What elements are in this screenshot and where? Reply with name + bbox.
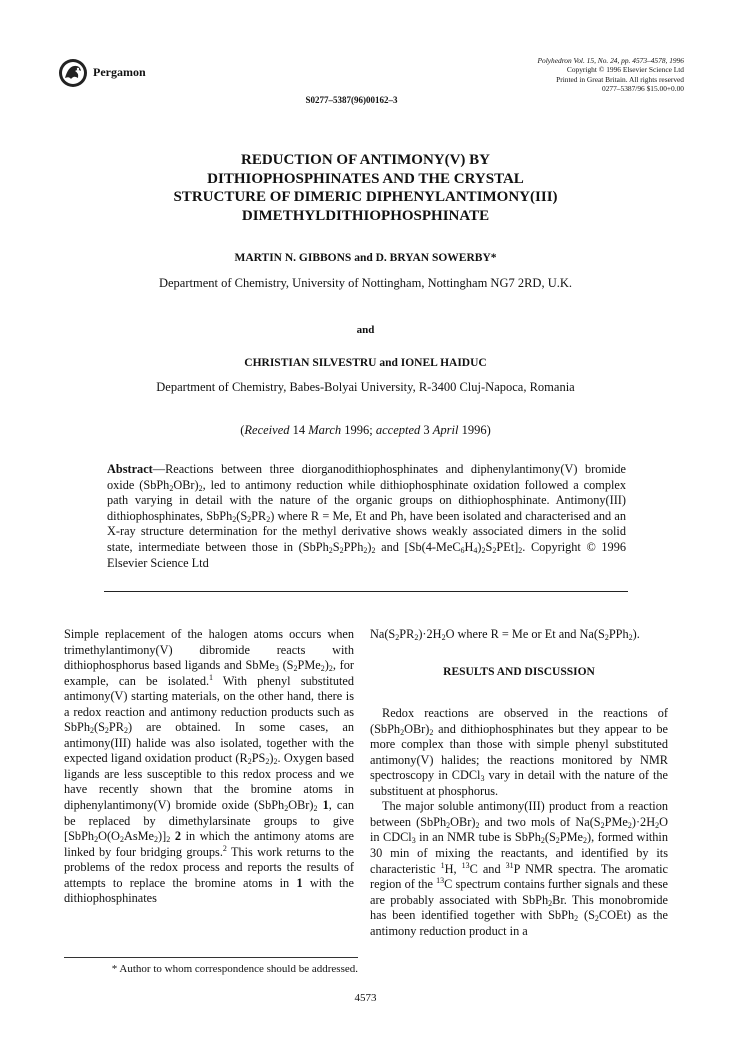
received-dates: (Received 14 March 1996; accepted 3 April 1996) [240,423,491,437]
title-line: REDUCTION OF ANTIMONY(V) BY [240,152,491,168]
and-separator: and [356,324,375,336]
paragraph: Redox reactions are observed in the reactions of $(SbPh_2OBr)_2$ and dithiophosphinates but they appear to be more complex than those with simple phenyl substituted antimony(V) halides; the reactions monitored by NMR spectroscopy in CDCl$_3$ vary in detail with the nature of the substituent at phosphorus. [370,706,668,798]
title-line: STRUCTURE OF DIMERIC DIPHENYLANTIMONY(III) [173,189,558,205]
pergamon-logo-icon [58,58,88,88]
paragraph: $Na(S_2PR_2)\cdot 2H_2O$ where R = Me or Et and $Na(S_2PPh_2)$. [370,627,640,642]
printed-line: Printed in Great Britain. All rights reserved [556,74,684,84]
affiliation-1: Department of Chemistry, University of Nottingham, Nottingham NG7 2RD, U.K. [158,276,573,290]
accepted-month: April [432,423,459,437]
paper-title [90,151,641,225]
accepted-year: 1996 [461,423,487,437]
issn-price: 0277–5387/96 $15.00+0.00 [602,83,684,93]
accepted-label: accepted [375,423,421,437]
footnote: * Author to whom correspondence should be addressed. [111,963,358,975]
received-month: March [308,423,342,437]
paragraph: The major soluble antimony(III) product from a reaction between $(SbPh_2OBr)_2$ and two mols of $Na(S_2PMe_2)\cdot 2H_2O$ in CDCl$_3$ in an NMR tube is $SbPh_2(S_2PMe_2)$, formed within 30 min of mixing the reactants, and identified by its characteristic $^1$H, $^{13}$C and $^{31}$P NMR spectra. The aromatic region of the $^{13}$C spectrum contains further signals and these are probably associated with SbPh$_2$Br. This monobromide has been identified together with SbPh$_2$ $(S_2COEt)$ as the antimony reduction product in a [370,799,669,938]
doi [0,95,731,105]
body-column-right [370,627,668,939]
journal-info [384,56,684,93]
received-date: 14 [292,423,306,437]
publisher-name: Pergamon [93,65,146,79]
received-label: Received [244,423,290,437]
journal-citation: Polyhedron Vol. 15, No. 24, pp. 4573–4578, 1996 [537,56,684,65]
abstract: Abstract—Reactions between three diorganodithiophosphinates and diphenylantimony(V) bromide oxide $(SbPh_2OBr)_2$, led to antimony reduction while dithiophosphinate oxidation followed a complex path varying in detail with the nature of the organic groups on dithiophosphinate. Antimony(III) dithiophosphinates, $SbPh_2(S_2PR_2)$ where R = Me, Et and Ph, have been isolated and characterised and an X-ray structure determination for the methyl derivative shows weakly associated dimers in the solid state, intermediate between those in $(SbPh_2S_2PPh_2)_2$ and $[Sb(4-MeC_6H_4)_2S_2PEt]_2$. Copyright © 1996 Elsevier Science Ltd [107,462,626,570]
title-line: DIMETHYLDITHIOPHOSPHINATE [241,207,490,224]
received-year: 1996; [344,423,373,437]
section-heading: RESULTS AND DISCUSSION [443,665,595,678]
doi-text: S0277–5387(96)00162–3 [305,95,398,105]
page-number: 4573 [354,992,377,1004]
abstract-label: Abstract [107,462,153,476]
accepted-date: 3 [423,423,430,437]
authors-group-2: CHRISTIAN SILVESTRU and IONEL HAIDUC [244,357,487,369]
body-column-left: Simple replacement of the halogen atoms occurs when trimethylantimony(V) dibromide reacts with dithiophosphorus based ligands and SbMe$_3$ $(S_2PMe_2)_2$, for example, can be isolated.$^1$ With phenyl substituted antimony(V) starting materials, on the other hand, there is a redox reaction and antimony reduction products such as $SbPh_2(S_2PR_2)$ are obtained. In some cases, an antimony(III) halide was also isolated, together with the expected ligand oxidation product $(R_2PS_2)_2$. Oxygen based ligands are less susceptible to this redox process and we have recently shown that the bromine atoms in diphenylantimony(V) bromide oxide $(SbPh_2OBr)_2$ 1, can be replaced by dimethylarsinate groups to give $[SbPh_2O(O_2AsMe_2)]_2$ 2 in which the antimony atoms are linked by four bridging groups.$^2$ This work returns to the problems of the redox process and reports the results of attempts to replace the bromine atoms in 1 with the dithiophosphinates [64,627,355,906]
title-line: DITHIOPHOSPHINATES AND THE CRYSTAL [207,170,524,187]
footnote-divider [64,957,358,958]
authors-group-1: MARTIN N. GIBBONS and D. BRYAN SOWERBY* [234,252,497,264]
affiliation-2: Department of Chemistry, Babes-Bolyai University, R-3400 Cluj-Napoca, Romania [156,380,575,394]
copyright-line: Copyright © 1996 Elsevier Science Ltd [566,65,684,75]
abstract-divider [104,591,628,592]
